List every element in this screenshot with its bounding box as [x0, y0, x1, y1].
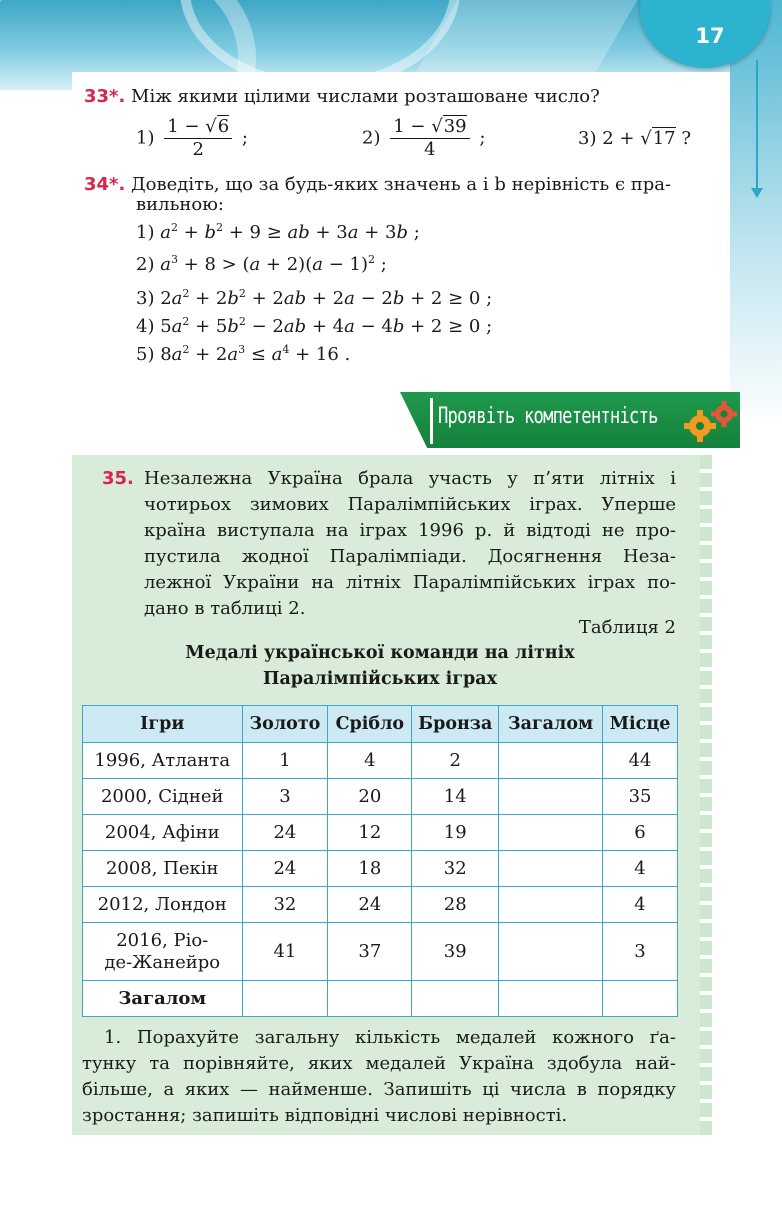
table-row: 1996, Атланта 1 4 2 44 — [83, 743, 678, 779]
table-total-row — [83, 981, 678, 1017]
table-title-line-2: Паралімпійських іграх — [262, 669, 498, 689]
section-edge — [700, 455, 712, 1135]
header-total: Загалом — [499, 706, 603, 743]
problem-33 — [84, 84, 600, 110]
page-number: 17 — [695, 24, 725, 48]
table-header-row — [83, 706, 678, 743]
fraction: $\frac{1 - √6}{2}$ — [164, 116, 232, 161]
inequality-5: 5) $8a^2 + 2a^3 \le a^4 + 16$ . — [136, 343, 351, 365]
total-label: Загалом — [83, 981, 243, 1017]
problem-text-cont: вильною: — [136, 194, 224, 215]
header-gold: Золото — [242, 706, 328, 743]
header-silver: Срібло — [328, 706, 412, 743]
table-row: 2008, Пекін 24 18 32 4 — [83, 851, 678, 887]
inequality-4: 4) $5a^2 + 5b^2 - 2ab + 4a - 4b + 2 \ge 0$ ; — [136, 315, 493, 337]
inequality-2: 2) $a^3 + 8 > (a + 2)(a - 1)^2$ ; — [136, 253, 387, 275]
problem-number-35: 35. — [102, 468, 134, 489]
problem-33-option-1: 1) $\frac{1 - √6}{2}$ ; — [136, 116, 248, 160]
side-line — [756, 60, 758, 190]
task-1-text: 1. Порахуйте загальну кількість медалей кожного ґа- тунку та порівняйте, яких медалей Україна здобула най- більше, а яких — найменше. Запишіть ці числа в порядку зростання; запишіть відповідні числові нерівності. — [82, 1027, 676, 1126]
gears-icon — [678, 398, 748, 444]
table-row: 2016, Ріо- де-Жанейро 41 37 39 3 — [83, 923, 678, 981]
arrow-down-icon — [751, 188, 763, 198]
table-caption: Таблиця 2 — [578, 617, 676, 638]
table-row: 2012, Лондон 32 24 28 4 — [83, 887, 678, 923]
problem-text: Доведіть, що за будь-яких значень a і b нерівність є пра- — [131, 174, 672, 195]
table-title-line-1: Медалі української команди на літніх — [185, 643, 575, 663]
problem-number: 33*. — [84, 86, 126, 107]
problem-text: Між якими цілими числами розташоване число? — [131, 86, 600, 107]
fraction: $\frac{1 - √39}{4}$ — [390, 116, 469, 161]
table-row: 2004, Афіни 24 12 19 6 — [83, 815, 678, 851]
inequality-3: 3) $2a^2 + 2b^2 + 2ab + 2a - 2b + 2 \ge 0$ ; — [136, 287, 493, 309]
problem-33-option-3: 3) 2 + √17 ? — [578, 128, 691, 149]
table-row: 2000, Сідней 3 20 14 35 — [83, 779, 678, 815]
inequality-1: 1) $a^2 + b^2 + 9$ ≥ ab + 3a + 3b ; — [136, 221, 420, 243]
header-place: Місце — [603, 706, 678, 743]
header-games: Ігри — [83, 706, 243, 743]
problem-number: 34*. — [84, 174, 126, 195]
problem-35-text: Незалежна Україна брала участь у п’яти літніх і чотирьох зимових Паралімпійських іграх. Уперше країна виступала на іграх 1996 р. й відтоді не про- пустила жодної Паралімпіади. Досягнення Неза- лежної України на літніх Паралімпійських іграх по- дано в таблиці 2. — [144, 468, 676, 619]
problem-33-option-2: 2) $\frac{1 - √39}{4}$ ; — [362, 116, 486, 160]
header-bronze: Бронза — [412, 706, 499, 743]
banner-label: Проявіть компетентність — [438, 404, 658, 429]
medals-table — [82, 705, 678, 1017]
